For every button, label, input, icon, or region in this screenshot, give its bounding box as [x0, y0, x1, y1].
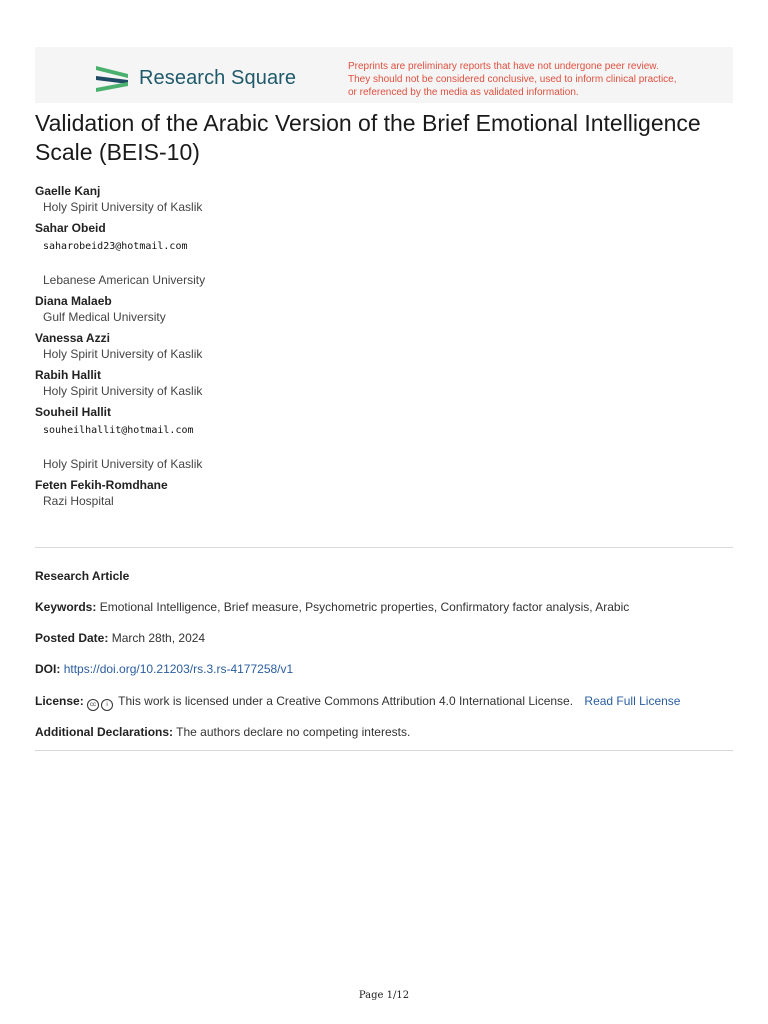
- author-item: [35, 367, 635, 400]
- author-affiliation: Holy Spirit University of Kaslik: [43, 457, 203, 471]
- author-email[interactable]: souheilhallit@hotmail.com: [43, 425, 194, 436]
- author-affiliation: Holy Spirit University of Kaslik: [43, 384, 203, 398]
- author-name: Diana Malaeb: [35, 294, 112, 308]
- notice-line: They should not be considered conclusive, used to inform clinical practice,: [348, 74, 677, 85]
- paper-title: Validation of the Arabic Version of the Brief Emotional Intelligence Scale (BEIS-10): [35, 110, 701, 165]
- author-item: [35, 293, 635, 326]
- author-name: Gaelle Kanj: [35, 184, 101, 198]
- posted-date-label: Posted Date:: [35, 631, 109, 645]
- posted-date-row: [35, 631, 735, 645]
- keywords-row: [35, 600, 735, 614]
- license-label: License:: [35, 694, 84, 708]
- author-email[interactable]: saharobeid23@hotmail.com: [43, 241, 188, 252]
- declarations-value: The authors declare no competing interests.: [176, 725, 411, 739]
- research-square-logo-icon: [94, 64, 130, 94]
- article-type-label: Research Article: [35, 569, 130, 583]
- author-affiliation: Holy Spirit University of Kaslik: [43, 200, 203, 214]
- author-affiliation: Gulf Medical University: [43, 310, 166, 324]
- author-affiliation: Lebanese American University: [43, 273, 206, 287]
- doi-link[interactable]: https://doi.org/10.21203/rs.3.rs-4177258/v1: [63, 662, 294, 676]
- author-item: [35, 183, 635, 216]
- author-list: [35, 183, 635, 514]
- notice-line: or referenced by the media as validated information.: [348, 87, 579, 98]
- doi-row: [35, 662, 735, 676]
- author-name: Rabih Hallit: [35, 368, 102, 382]
- posted-date-value: March 28th, 2024: [111, 631, 206, 645]
- author-item: [35, 477, 635, 510]
- author-affiliation: Holy Spirit University of Kaslik: [43, 347, 203, 361]
- preprint-notice: [348, 60, 733, 99]
- declarations-label: Additional Declarations:: [35, 725, 174, 739]
- license-text: This work is licensed under a Creative Commons Attribution 4.0 International License.: [118, 694, 574, 708]
- article-type: [35, 569, 735, 583]
- author-item: [35, 330, 635, 363]
- doi-label: DOI:: [35, 662, 61, 676]
- author-affiliation: Razi Hospital: [43, 494, 114, 508]
- attribution-icon: i: [101, 699, 113, 711]
- page-number: Page 1/12: [358, 990, 410, 1001]
- license-row: [35, 694, 735, 711]
- author-name: Souheil Hallit: [35, 405, 112, 419]
- declarations-row: [35, 725, 735, 739]
- author-name: Vanessa Azzi: [35, 331, 110, 345]
- read-full-license-link[interactable]: Read Full License: [584, 694, 681, 708]
- keywords-value: Emotional Intelligence, Brief measure, Psychometric properties, Confirmatory factor analysis, Arabic: [99, 600, 630, 614]
- keywords-label: Keywords:: [35, 600, 97, 614]
- divider: [35, 547, 733, 548]
- notice-line: Preprints are preliminary reports that have not undergone peer review.: [348, 61, 659, 72]
- author-name: Feten Fekih-Romdhane: [35, 478, 168, 492]
- creative-commons-icon: cc: [87, 699, 99, 711]
- brand-name: Research Square: [139, 67, 297, 89]
- author-item: [35, 404, 635, 473]
- divider: [35, 750, 733, 751]
- author-item: [35, 220, 635, 289]
- author-name: Sahar Obeid: [35, 221, 106, 235]
